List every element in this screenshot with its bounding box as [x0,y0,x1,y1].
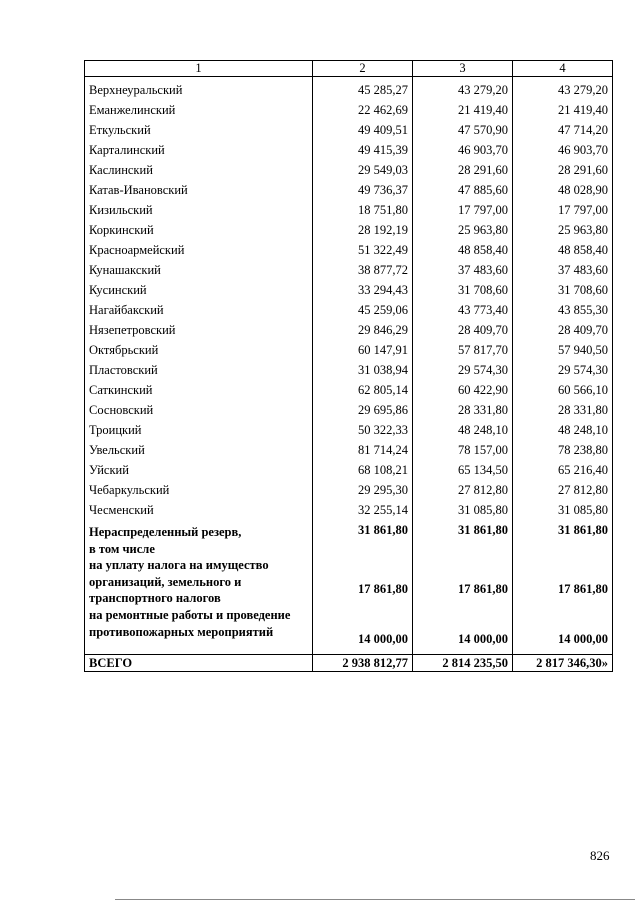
reserve-repair-label: на ремонтные работы и проведение противопожарных мероприятий [89,607,291,639]
value-cell: 31 708,60 [513,280,613,300]
budget-table [84,60,613,672]
district-name: Кусинский [85,280,313,300]
value-cell: 46 903,70 [413,140,513,160]
table-row [85,500,613,520]
district-name: Уйский [85,460,313,480]
value-cell: 45 285,27 [313,77,413,101]
reserve-repair-value: 14 000,00 [458,632,508,646]
value-cell: 32 255,14 [313,500,413,520]
reserve-col-2 [313,520,413,655]
table-row [85,400,613,420]
reserve-tax-label: на уплату налога на имущество организаций, земельного и транспортного налогов [89,558,269,606]
value-cell: 31 085,80 [513,500,613,520]
value-cell: 47 885,60 [413,180,513,200]
district-name: Каслинский [85,160,313,180]
district-name: Чесменский [85,500,313,520]
value-cell: 28 409,70 [413,320,513,340]
header-col-1: 1 [85,61,313,77]
value-cell: 46 903,70 [513,140,613,160]
value-cell: 78 238,80 [513,440,613,460]
value-cell: 81 714,24 [313,440,413,460]
value-cell: 65 216,40 [513,460,613,480]
value-cell: 28 409,70 [513,320,613,340]
table-row [85,420,613,440]
table-row [85,220,613,240]
district-name: Карталинский [85,140,313,160]
total-value: 2 817 346,30» [513,655,613,672]
table-row [85,360,613,380]
reserve-label-cell [85,520,313,655]
value-cell: 29 574,30 [413,360,513,380]
value-cell: 27 812,80 [413,480,513,500]
value-cell: 50 322,33 [313,420,413,440]
table-header-row [85,61,613,77]
value-cell: 31 038,94 [313,360,413,380]
value-cell: 62 805,14 [313,380,413,400]
value-cell: 60 566,10 [513,380,613,400]
table-row [85,180,613,200]
district-name: Катав-Ивановский [85,180,313,200]
district-name: Верхнеуральский [85,77,313,101]
value-cell: 18 751,80 [313,200,413,220]
value-cell: 38 877,72 [313,260,413,280]
table-row [85,200,613,220]
value-cell: 28 331,80 [513,400,613,420]
table-row [85,320,613,340]
value-cell: 31 085,80 [413,500,513,520]
value-cell: 48 028,90 [513,180,613,200]
district-name: Сосновский [85,400,313,420]
value-cell: 25 963,80 [413,220,513,240]
value-cell: 22 462,69 [313,100,413,120]
value-cell: 33 294,43 [313,280,413,300]
value-cell: 49 415,39 [313,140,413,160]
table-row [85,340,613,360]
table-row [85,140,613,160]
value-cell: 28 291,60 [413,160,513,180]
value-cell: 17 797,00 [513,200,613,220]
total-value: 2 938 812,77 [313,655,413,672]
value-cell: 48 858,40 [513,240,613,260]
header-col-2: 2 [313,61,413,77]
value-cell: 21 419,40 [413,100,513,120]
value-cell: 68 108,21 [313,460,413,480]
district-name: Саткинский [85,380,313,400]
header-col-3: 3 [413,61,513,77]
value-cell: 27 812,80 [513,480,613,500]
reserve-repair-value: 14 000,00 [558,632,608,646]
table-row [85,440,613,460]
value-cell: 48 858,40 [413,240,513,260]
district-name: Троицкий [85,420,313,440]
value-cell: 43 773,40 [413,300,513,320]
value-cell: 49 409,51 [313,120,413,140]
reserve-col-3 [413,520,513,655]
district-name: Чебаркульский [85,480,313,500]
value-cell: 47 714,20 [513,120,613,140]
district-name: Пластовский [85,360,313,380]
reserve-total-value: 31 861,80 [558,523,608,537]
value-cell: 60 422,90 [413,380,513,400]
header-col-4: 4 [513,61,613,77]
value-cell: 45 259,06 [313,300,413,320]
district-name: Коркинский [85,220,313,240]
value-cell: 43 279,20 [513,77,613,101]
value-cell: 17 797,00 [413,200,513,220]
table-row [85,300,613,320]
table-row [85,260,613,280]
table-row [85,280,613,300]
reserve-tax-value: 17 861,80 [458,582,508,596]
total-value: 2 814 235,50 [413,655,513,672]
value-cell: 57 817,70 [413,340,513,360]
value-cell: 49 736,37 [313,180,413,200]
value-cell: 28 291,60 [513,160,613,180]
reserve-title: Нераспределенный резерв, [89,525,242,539]
district-name: Нагайбакский [85,300,313,320]
value-cell: 37 483,60 [513,260,613,280]
bottom-rule [115,899,635,900]
reserve-total-value: 31 861,80 [358,523,408,537]
reserve-col-4 [513,520,613,655]
district-name: Еманжелинский [85,100,313,120]
table-row [85,480,613,500]
table-row [85,380,613,400]
value-cell: 37 483,60 [413,260,513,280]
value-cell: 48 248,10 [513,420,613,440]
page-number: 826 [590,848,610,863]
value-cell: 25 963,80 [513,220,613,240]
district-name: Увельский [85,440,313,460]
reserve-tax-value: 17 861,80 [358,582,408,596]
value-cell: 29 574,30 [513,360,613,380]
district-name: Кизильский [85,200,313,220]
value-cell: 29 295,30 [313,480,413,500]
value-cell: 65 134,50 [413,460,513,480]
table-row [85,120,613,140]
value-cell: 43 279,20 [413,77,513,101]
reserve-total-value: 31 861,80 [458,523,508,537]
district-name: Красноармейский [85,240,313,260]
value-cell: 29 549,03 [313,160,413,180]
district-name: Октябрьский [85,340,313,360]
value-cell: 29 695,86 [313,400,413,420]
table-row [85,460,613,480]
table-row [85,100,613,120]
reserve-repair-value: 14 000,00 [358,632,408,646]
value-cell: 78 157,00 [413,440,513,460]
value-cell: 43 855,30 [513,300,613,320]
value-cell: 48 248,10 [413,420,513,440]
total-label: ВСЕГО [85,655,313,672]
district-name: Нязепетровский [85,320,313,340]
value-cell: 51 322,49 [313,240,413,260]
value-cell: 21 419,40 [513,100,613,120]
table-row [85,77,613,101]
value-cell: 47 570,90 [413,120,513,140]
value-cell: 31 708,60 [413,280,513,300]
table-row [85,160,613,180]
value-cell: 29 846,29 [313,320,413,340]
reserve-row [85,520,613,655]
value-cell: 60 147,91 [313,340,413,360]
district-name: Еткульский [85,120,313,140]
total-row [85,655,613,672]
value-cell: 57 940,50 [513,340,613,360]
district-name: Кунашакский [85,260,313,280]
table-row [85,240,613,260]
reserve-tax-value: 17 861,80 [558,582,608,596]
value-cell: 28 192,19 [313,220,413,240]
reserve-subtitle: в том числе [89,541,155,556]
value-cell: 28 331,80 [413,400,513,420]
